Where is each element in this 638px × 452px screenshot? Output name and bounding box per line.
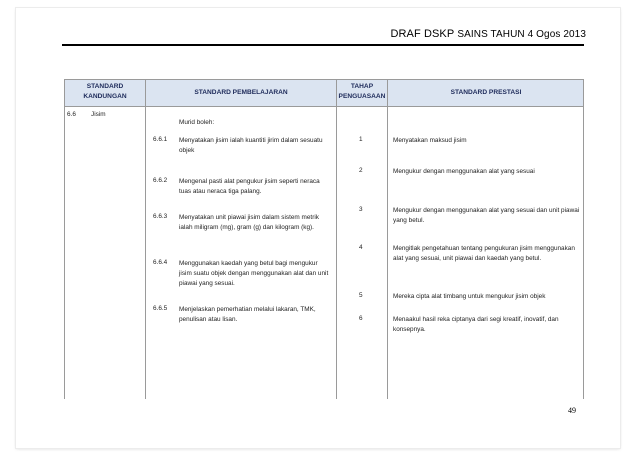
- header-subtitle: SAINS TAHUN 4 Ogos 2013: [457, 29, 586, 40]
- learning-text: Menjelaskan pemerhatian melalui lakaran, TMK, penulisan atau lisan.: [179, 306, 316, 323]
- level-number: 3: [359, 206, 363, 213]
- level-number: 5: [359, 292, 363, 299]
- performance-text: Mengitlak pengetahuan tentang pengukuran jisim menggunakan alat yang sesuai, unit piawai dan kaedah yang betul.: [393, 245, 575, 262]
- level-number: 6: [359, 315, 363, 322]
- learning-text: Menyatakan jisim ialah kuantiti jirim dalam sesuatu objek: [179, 137, 323, 154]
- table-header-row: [64, 79, 584, 107]
- content-code: 6.6: [67, 111, 76, 118]
- learning-code: 6.6.3: [153, 213, 168, 220]
- col-standard-prestasi: STANDARD PRESTASI: [450, 89, 522, 96]
- document-header: [390, 28, 586, 40]
- content-title: Jisim: [91, 111, 106, 118]
- level-number: 4: [359, 244, 363, 251]
- learning-text: Mengenal pasti alat pengukur jisim seperti neraca tuas atau neraca tiga palang.: [179, 178, 320, 195]
- performance-text: Mengukur dengan menggunakan alat yang sesuai: [393, 168, 535, 175]
- level-number: 1: [359, 136, 363, 143]
- col-tahap-penguasaan: TAHAP PENGUASAAN: [338, 83, 386, 100]
- learning-code: 6.6.5: [153, 305, 168, 312]
- performance-text: Mereka cipta alat timbang untuk mengukur jisim objek: [393, 293, 546, 300]
- col-standard-kandungan: STANDARD KANDUNGAN: [83, 83, 127, 100]
- learning-text: Menyatakan unit piawai jisim dalam sistem metrik ialah miligram (mg), gram (g) dan kilogram (kg).: [179, 214, 319, 231]
- learning-text: Menggunakan kaedah yang betul bagi mengukur jisim suatu objek dengan menggunakan alat dan unit piawai yang sesuai.: [179, 260, 329, 287]
- header-rule: [62, 44, 584, 46]
- header-title: DRAF DSKP: [390, 28, 455, 40]
- learning-code: 6.6.4: [153, 259, 168, 266]
- learning-code: 6.6.1: [153, 136, 168, 143]
- standards-table: [64, 79, 584, 399]
- col-standard-pembelajaran: STANDARD PEMBELAJARAN: [194, 89, 288, 96]
- table-body: [64, 107, 584, 399]
- learning-code: 6.6.2: [153, 177, 168, 184]
- level-number: 2: [359, 167, 363, 174]
- performance-text: Menyatakan maksud jisim: [393, 137, 467, 144]
- page-number: 49: [568, 406, 576, 415]
- learning-intro: Murid boleh:: [179, 119, 215, 126]
- performance-text: Mengukur dengan menggunakan alat yang sesuai dan unit piawai yang betul.: [393, 207, 580, 224]
- performance-text: Menaakul hasil reka ciptanya dari segi kreatif, inovatif, dan konsepnya.: [393, 316, 559, 333]
